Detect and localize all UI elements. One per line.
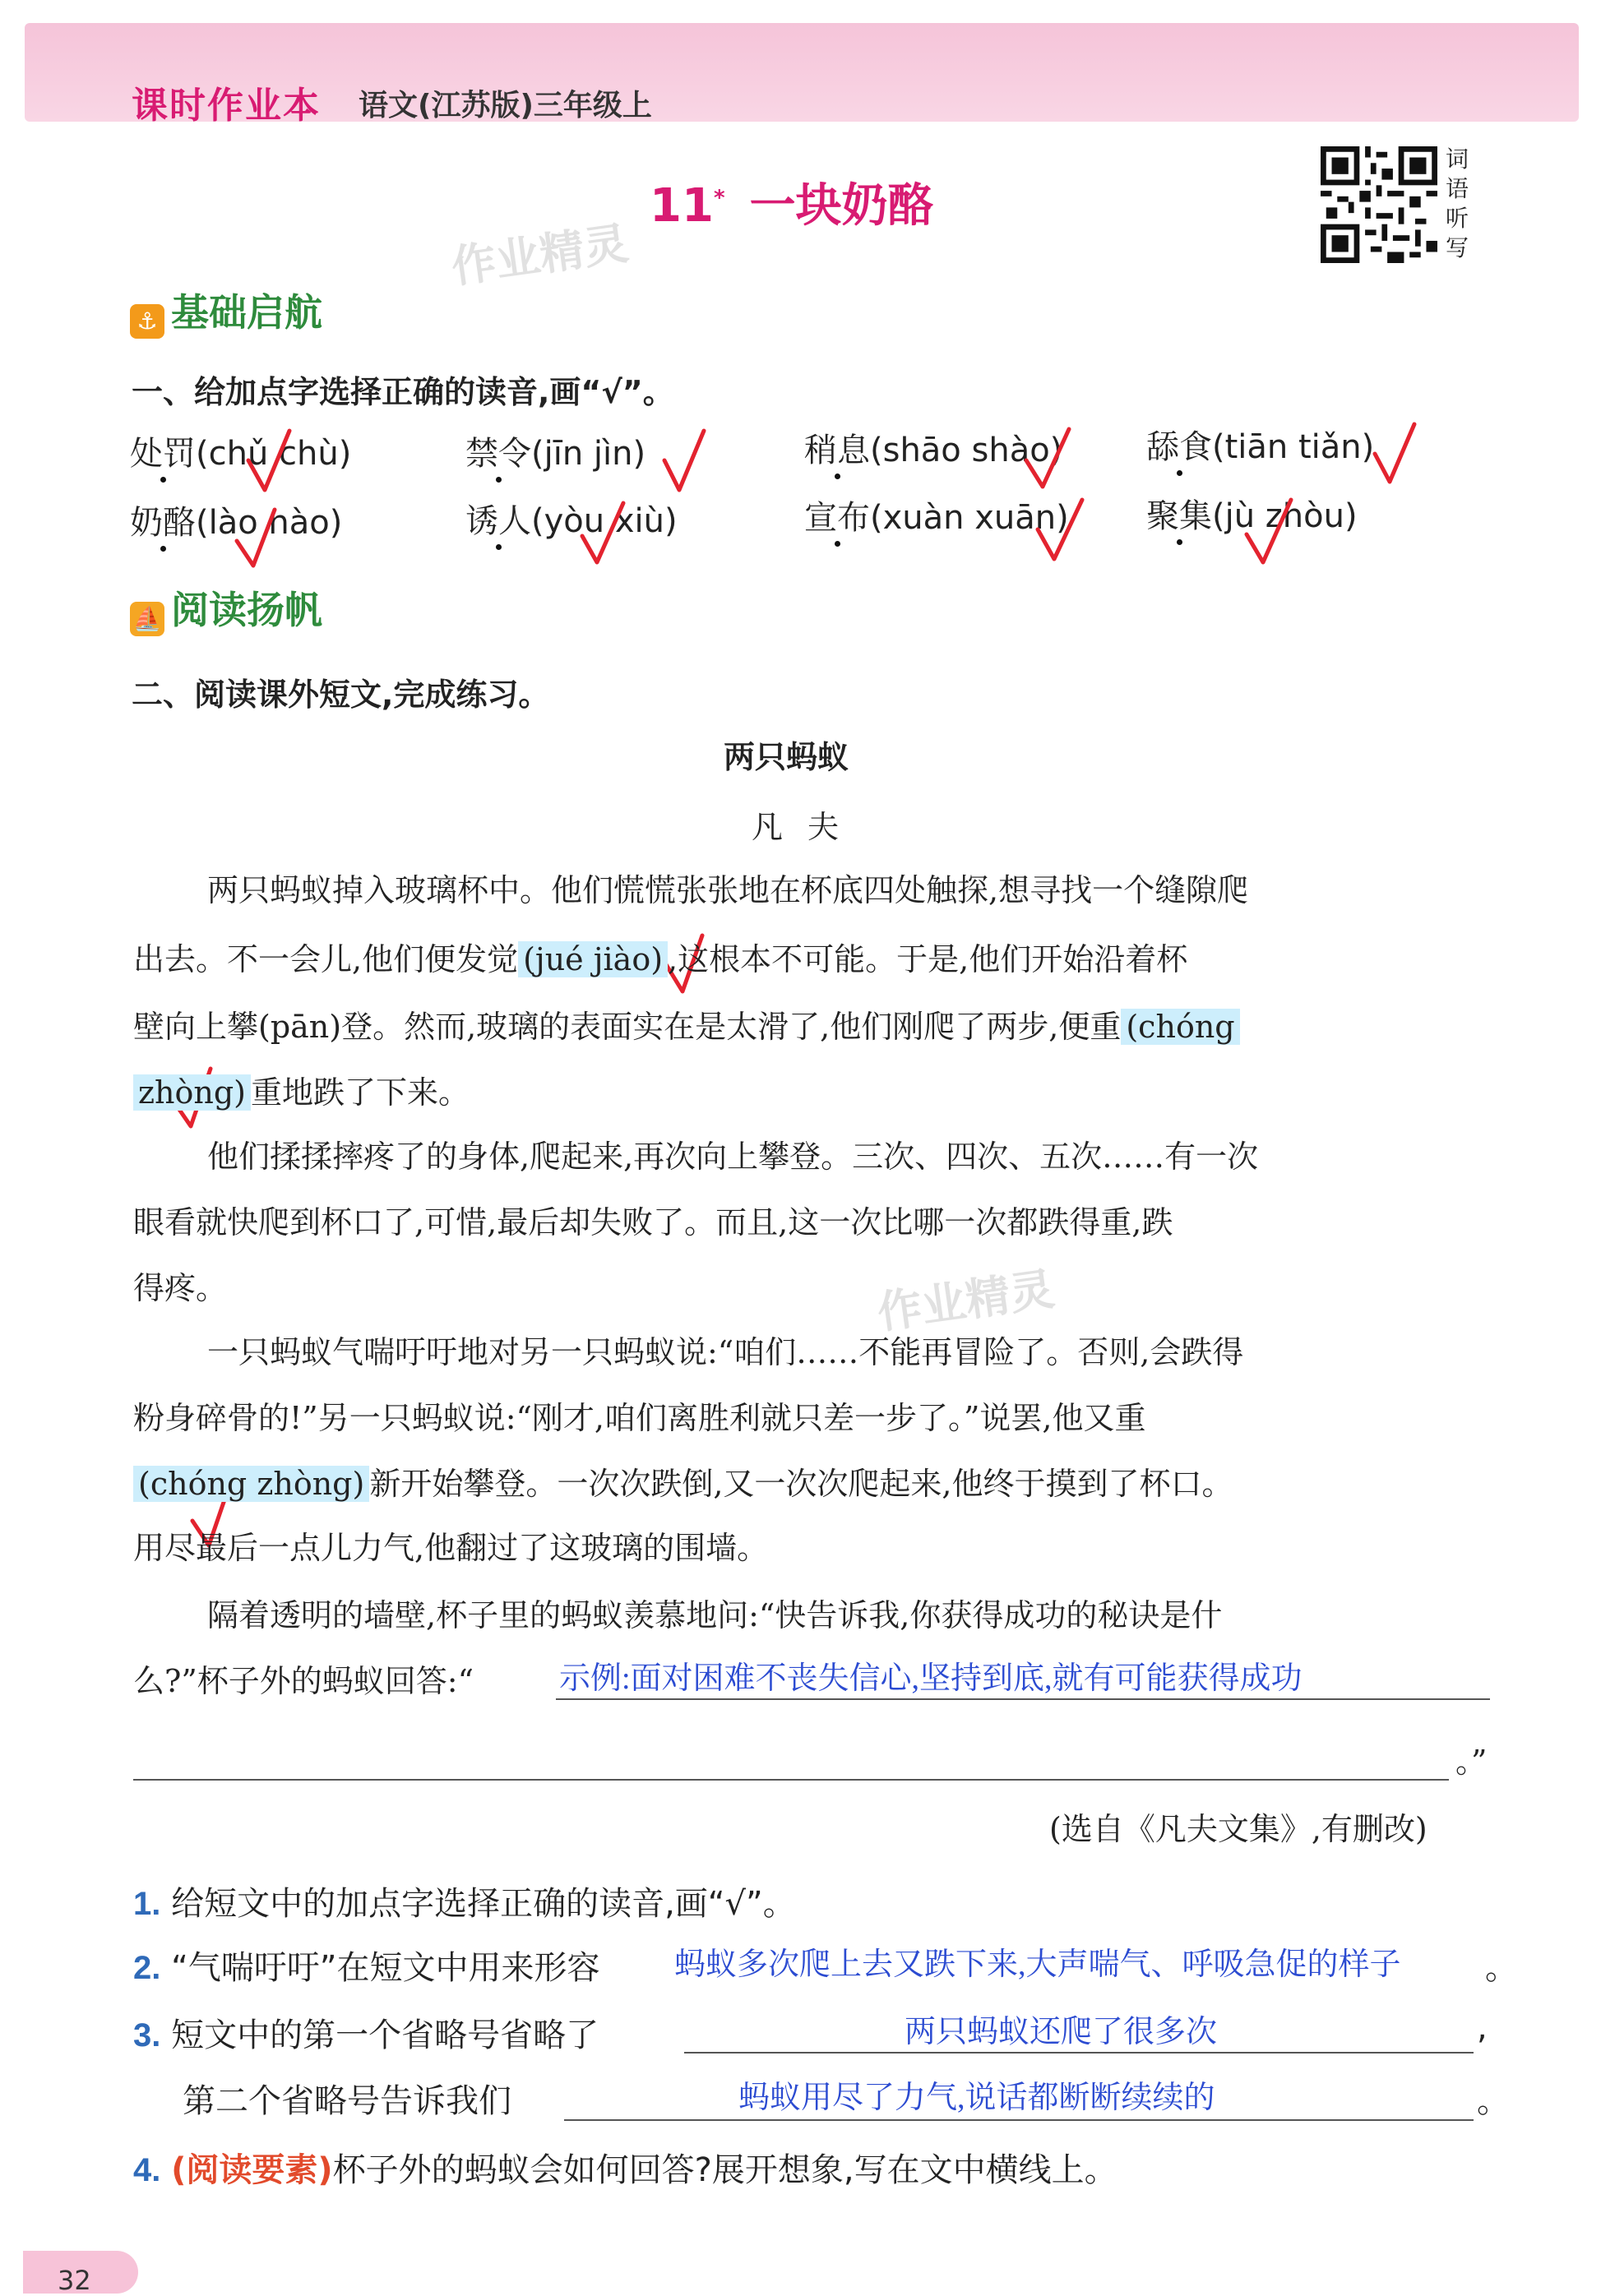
- question-3: 3. 短文中的第一个省略号省略了: [133, 2017, 599, 2054]
- question-3b-end: 。: [1477, 2082, 1510, 2120]
- item-tianshi: 舔食(tiān tiǎn): [1146, 428, 1375, 466]
- check-mark-icon: [1026, 429, 1069, 487]
- answer-end-quote: 。”: [1455, 1744, 1488, 1780]
- answer-line: [684, 2052, 1474, 2053]
- sail-icon: ⛵: [130, 602, 164, 636]
- question-1: 1. 给短文中的加点字选择正确的读音,画“√”。: [133, 1885, 796, 1923]
- item-youren: 诱人(yòu xiù): [465, 502, 678, 540]
- question-one: 一、给加点字选择正确的读音,画“√”。: [132, 374, 674, 410]
- article-line: 隔着透明的墙壁,杯子里的蚂蚁羡慕地问:“快告诉我,你获得成功的秘诀是什: [207, 1597, 1223, 1633]
- check-mark-icon: [1247, 500, 1291, 562]
- article-line: 他们揉揉摔疼了的身体,爬起来,再次向上攀登。三次、四次、五次……有一次: [207, 1139, 1259, 1175]
- item-shaoxi: 稍息(shāo shào): [804, 432, 1063, 469]
- answer-q2[interactable]: 蚂蚁多次爬上去又跌下来,大声喘气、呼吸急促的样子: [674, 1947, 1401, 1982]
- section-basic-heading: ⚓ 基础启航: [130, 283, 322, 339]
- answer-q3b[interactable]: 蚂蚁用尽了力气,说话都断断续续的: [738, 2081, 1215, 2115]
- answer-q3a[interactable]: 两只蚂蚁还爬了很多次: [905, 2015, 1218, 2049]
- watermark: 作业精灵: [448, 217, 632, 293]
- article-line: 粉身碎骨的!”另一只蚂蚁说:“刚才,咱们离胜利就只差一步了。”说罢,他又重: [133, 1400, 1146, 1436]
- question-3b: 第二个省略号告诉我们: [183, 2082, 511, 2120]
- anchor-icon: ⚓: [130, 304, 164, 339]
- question-3-end: ,: [1477, 2009, 1488, 2047]
- question-2: 2. “气喘吁吁”在短文中用来形容: [133, 1949, 600, 1987]
- check-mark-icon: [1038, 500, 1082, 559]
- lesson-name: 一块奶酪: [749, 179, 934, 233]
- brand-title: 课时作业本: [132, 85, 321, 127]
- article-line: 用尽最后一点儿力气,他翻过了这玻璃的围墙。: [133, 1530, 769, 1566]
- item-xuanbu: 宣布(xuàn xuān): [804, 499, 1069, 537]
- check-mark-icon: [582, 503, 623, 562]
- article-line: 两只蚂蚁掉入玻璃杯中。他们慌慌张张地在杯底四处触探,想寻找一个缝隙爬: [207, 872, 1249, 908]
- article-line: zhòng) 重地跌了下来。: [133, 1067, 470, 1112]
- question-2-end: 。: [1485, 1949, 1518, 1987]
- article-line: 么?”杯子外的蚂蚁回答:“: [133, 1663, 474, 1699]
- check-mark-icon: [248, 431, 289, 490]
- lesson-star: *: [713, 186, 725, 211]
- book-title: 语文(江苏版)三年级上: [359, 89, 652, 122]
- answer-line: [133, 1779, 1449, 1781]
- qr-label: 词语听写: [1446, 146, 1469, 261]
- question-4: 4. (阅读要素)杯子外的蚂蚁会如何回答?展开想象,写在文中横线上。: [133, 2151, 1117, 2189]
- check-mark-icon: [237, 510, 275, 566]
- item-jinling: 禁令(jīn jìn): [465, 435, 646, 473]
- check-mark-icon: [1375, 424, 1414, 482]
- watermark: 作业精灵: [874, 1263, 1057, 1339]
- answer-line: [556, 1698, 1490, 1700]
- item-chufa: 处罚(chǔ chù): [130, 435, 352, 473]
- article-line: 一只蚂蚁气喘吁吁地对另一只蚂蚁说:“咱们……不能再冒险了。否则,会跌得: [207, 1334, 1244, 1370]
- section-reading-heading: ⛵ 阅读扬帆: [130, 580, 322, 636]
- article-line: 眼看就快爬到杯口了,可惜,最后却失败了。而且,这一次比哪一次都跌得重,跌: [133, 1204, 1173, 1240]
- check-mark-icon: [664, 431, 704, 490]
- answer-line: [564, 2119, 1474, 2121]
- article-author: 凡夫: [752, 809, 864, 845]
- item-juji: 聚集(jù zhòu): [1146, 497, 1358, 535]
- page-number: 32: [58, 2265, 91, 2296]
- article-line: (chóng zhòng) 新开始攀登。一次次跌倒,又一次次爬起来,他终于摸到了杯口。: [133, 1458, 1233, 1504]
- article-line: 壁向上攀(pān)登。然而,玻璃的表面实在是太滑了,他们刚爬了两步,便重 (chóng: [133, 1001, 1240, 1046]
- article-line: 得疼。: [133, 1270, 228, 1306]
- question-two: 二、阅读课外短文,完成练习。: [132, 677, 550, 713]
- article-title: 两只蚂蚁: [724, 739, 849, 775]
- article-line: 出去。不一会儿,他们便发觉 (jué jiào) ,这根本不可能。于是,他们开始沿着杯: [133, 941, 1188, 977]
- item-nailao: 奶酪(lào nào): [130, 504, 343, 542]
- answer-secret-of-success[interactable]: 示例:面对困难不丧失信心,坚持到底,就有可能获得成功: [559, 1661, 1303, 1696]
- article-source: (选自《凡夫文集》,有删改): [1049, 1811, 1427, 1847]
- lesson-number: 11: [650, 179, 714, 233]
